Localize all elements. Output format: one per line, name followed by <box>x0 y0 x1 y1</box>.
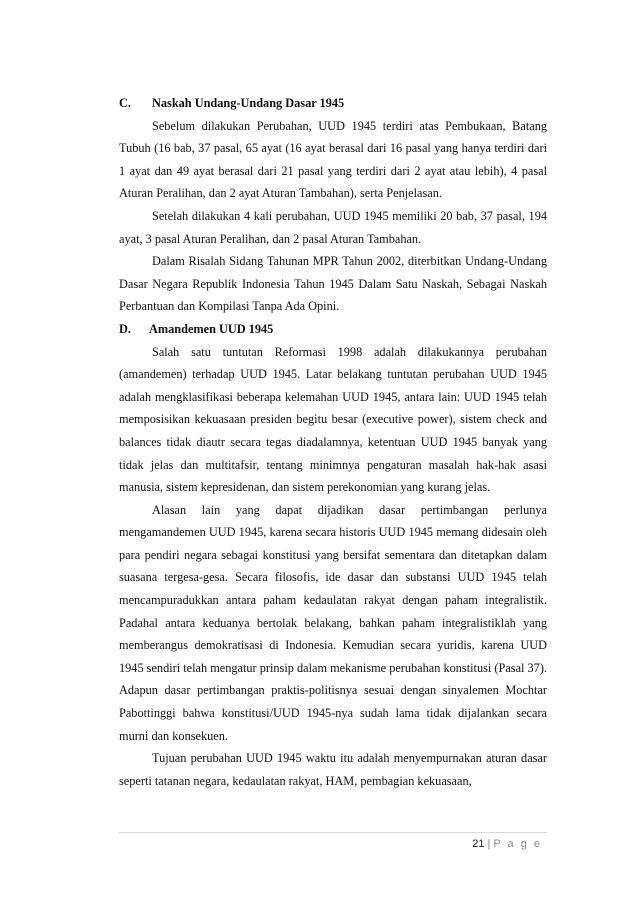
section-c-title: Naskah Undang-Undang Dasar 1945 <box>152 96 345 110</box>
page-label: P a g e <box>493 838 542 850</box>
section-d-title: Amandemen UUD 1945 <box>149 321 274 336</box>
footer-separator: | <box>487 838 491 850</box>
section-d-paragraph-1: Salah satu tuntutan Reformasi 1998 adalah dilakukannya perubahan (amandemen) terhadap UUD 1945. Latar belakang tuntutan perubahan UUD 1945 adalah mengklasifikasi beberapa kelemahan UUD 1945, antara lain: UUD 1945 telah memposisikan kekuasaan presiden begitu besar (executive power), sistem check and balances tidak diautr secara tegas diadalamnya, ketentuan UUD 1945 banyak yang tidak jelas dan multitafsir, tentang minimnya pengaturan masalah hak-hak asasi manusia, sistem kepresidenan, dan sistem perekonomian yang kurang jelas. <box>119 344 547 495</box>
section-c-paragraph-2: Setelah dilakukan 4 kali perubahan, UUD 1945 memiliki 20 bab, 37 pasal, 194 ayat, 3 pasal Aturan Peralihan, dan 2 pasal Aturan Tambahan. <box>119 208 547 246</box>
section-c-letter: C. <box>119 96 131 110</box>
footer-divider <box>119 832 547 833</box>
page-footer <box>472 838 542 850</box>
section-c-paragraph-3: Dalam Risalah Sidang Tahunan MPR Tahun 2002, diterbitkan Undang-Undang Dasar Negara Republik Indonesia Tahun 1945 Dalam Satu Naskah, Sebagai Naskah Perbantuan dan Kompilasi Tanpa Ada Opini. <box>119 254 547 314</box>
page-body <box>119 92 547 792</box>
section-d-heading <box>119 318 547 341</box>
section-d-paragraph-3: Tujuan perubahan UUD 1945 waktu itu adalah menyempurnakan aturan dasar seperti tatanan negara, kedaulatan rakyat, HAM, pembagian kekuasaan, <box>119 751 547 788</box>
section-c-paragraph-1: Sebelum dilakukan Perubahan, UUD 1945 terdiri atas Pembukaan, Batang Tubuh (16 bab, 37 pasal, 65 ayat (16 ayat berasal dari 16 pasal yang hanya terdiri dari 1 ayat dan 49 ayat berasal dari 21 pasal yang terdiri dari 2 ayat atau lebih), 4 pasal Aturan Peralihan, dan 2 ayat Aturan Tambahan), serta Penjelasan. <box>119 118 547 201</box>
section-d-letter: D. <box>119 321 131 336</box>
section-c-heading <box>119 92 547 115</box>
section-d-paragraph-2: Alasan lain yang dapat dijadikan dasar pertimbangan perlunya mengamandemen UUD 1945, karena secara historis UUD 1945 memang didesain oleh para pendiri negara sebagai konstitusi yang bersifat sementara dan ditetapkan dalam suasana tergesa-gesa. Secara filosofis, ide dasar dan substansi UUD 1945 telah mencampuradukkan antara paham kedaulatan rakyat dengan paham integralistik. Padahal antara keduanya bertolak belakang, bahkan paham integralistiklah yang memberangus demokratisasi di Indonesia. Kemudian secara yuridis, karena UUD 1945 sendiri telah mengatur prinsip dalam mekanisme perubahan konstitusi (Pasal 37). Adapun dasar pertimbangan praktis-politisnya sesuai dengan sinyalemen Mochtar Pabottinggi bahwa konstitusi/UUD 1945-nya sudah lama tidak dijalankan secara murni dan konsekuen. <box>119 502 547 743</box>
page-number: 21 <box>472 838 485 850</box>
